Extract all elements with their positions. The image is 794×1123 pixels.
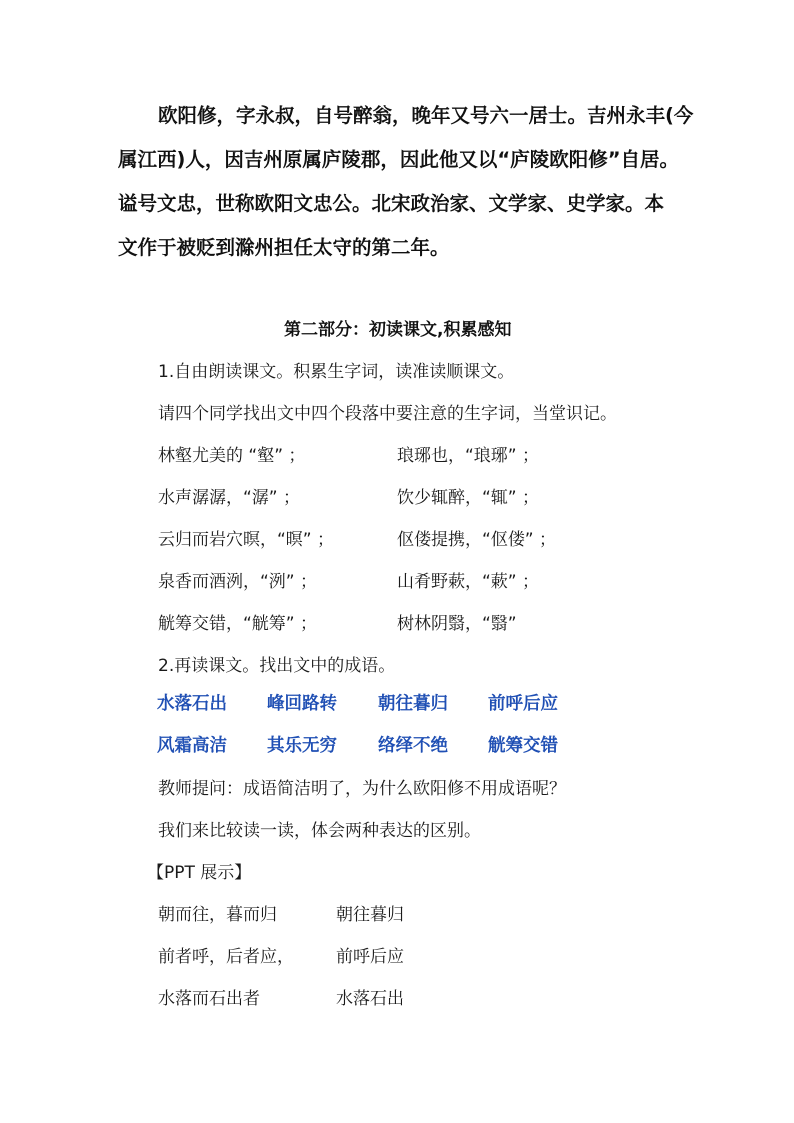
idiom-5: 风霜高洁 [157,736,227,756]
idiom-1: 水落石出 [157,694,227,714]
vocab-left-4: 泉香而酒洌，“洌” ； [158,572,318,592]
section-title: 第二部分：初读课文,积累感知 [284,320,512,340]
bio-line-2: 属江西)人，因吉州原属庐陵郡，因此他又以“庐陵欧阳修”自居。 [118,148,680,171]
vocab-right-5: 树林阴翳，“翳” [397,614,517,634]
vocab-left-3: 云归而岩穴暝，“暝” ； [158,530,335,550]
vocab-left-5: 觥筹交错，“觥筹” ； [158,614,318,634]
idiom-4: 前呼后应 [488,694,558,714]
comparison-idiom-2: 前呼后应 [336,947,404,967]
step-1-text: 1.自由朗读课文。积累生字词，读准读顺课文。 [158,362,515,382]
vocab-right-3: 伛偻提携，“伛偻” ； [397,530,557,550]
vocab-right-4: 山肴野蔌，“蔌” ； [397,572,540,592]
idiom-2: 峰回路转 [267,694,337,714]
ppt-label: 【PPT 展示】 [147,863,252,883]
comparison-original-2: 前者呼，后者应， [158,947,294,967]
comparison-idiom-3: 水落石出 [336,989,404,1009]
comparison-original-1: 朝而往，暮而归 [158,905,277,925]
vocab-right-2: 饮少辄醉，“辄” ； [397,488,540,508]
idiom-7: 络绎不绝 [378,736,448,756]
idiom-6: 其乐无穷 [267,736,337,756]
vocab-instruction: 请四个同学找出文中四个段落中要注意的生字词，当堂识记。 [158,404,617,424]
bio-line-1: 欧阳修，字永叔，自号醉翁，晚年又号六一居士。吉州永丰(今 [158,104,694,127]
idiom-8: 觥筹交错 [488,736,558,756]
step-2-text: 2.再读课文。找出文中的成语。 [158,656,396,676]
bio-line-3: 谥号文忠，世称欧阳文忠公。北宋政治家、文学家、史学家。本 [118,192,665,215]
teacher-question: 教师提问：成语简洁明了，为什么欧阳修不用成语呢？ [158,779,566,799]
vocab-left-1: 林壑尤美的 “壑” ； [158,446,306,466]
vocab-right-1: 琅琊也，“琅琊” ； [397,446,540,466]
idiom-3: 朝往暮归 [378,694,448,714]
vocab-left-2: 水声潺潺，“潺” ； [158,488,301,508]
compare-prompt: 我们来比较读一读，体会两种表达的区别。 [158,821,481,841]
bio-line-4: 文作于被贬到滁州担任太守的第二年。 [118,236,450,259]
comparison-idiom-1: 朝往暮归 [336,905,404,925]
comparison-original-3: 水落而石出者 [158,989,260,1009]
